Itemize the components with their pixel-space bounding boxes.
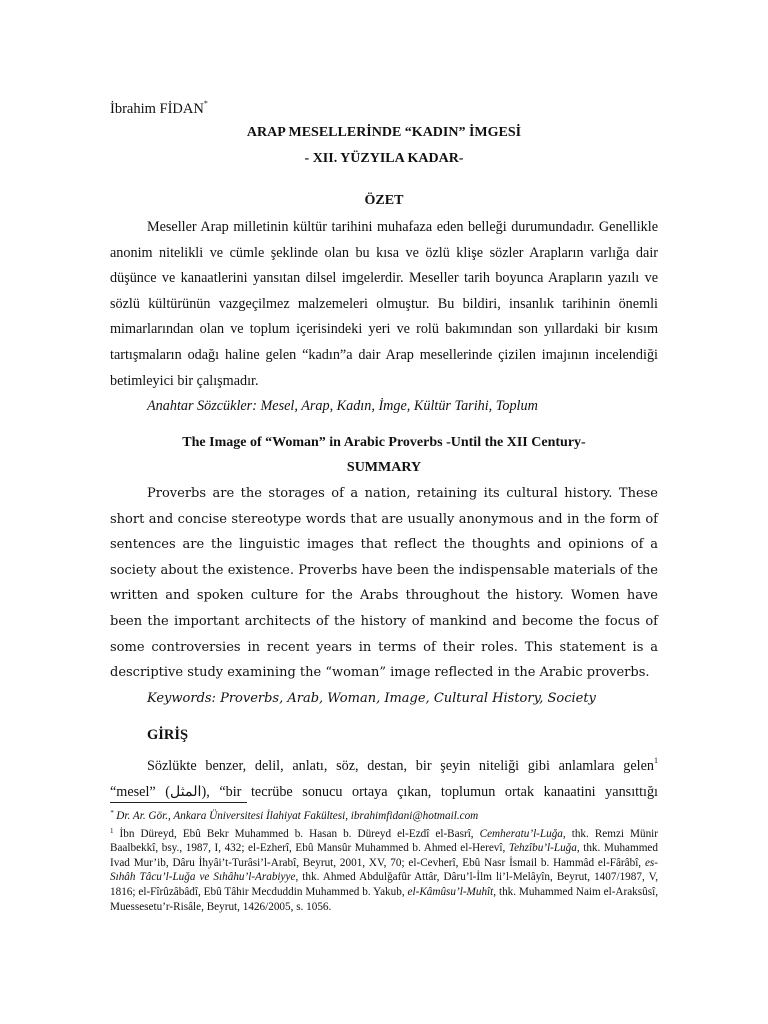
paper-title-tr: ARAP MESELLERİNDE “KADIN” İMGESİ xyxy=(246,125,522,140)
footnote-author-text: Dr. Ar. Gör., Ankara Üniversitesi İlahiyat Fakültesi, ibrahimfidani@hotmail.com xyxy=(116,810,479,822)
keywords-tr: Anahtar Sözcükler: Mesel, Arap, Kadın, İmge, Kültür Tarihi, Toplum xyxy=(147,398,538,415)
abstract-en-block xyxy=(110,481,658,711)
intro-line-2-start: “mesel” ( xyxy=(110,783,170,800)
author-line xyxy=(110,99,208,118)
fn1-title-kamus: el-Kâmûsu’l-Muhît xyxy=(407,885,494,898)
intro-line-1-text: Sözlükte benzer, delil, anlatı, söz, destan, bir şeyin niteliği gibi anlamlara gelen xyxy=(147,758,654,774)
author-footnote-mark: * xyxy=(203,99,208,108)
footnote-mark-1: 1 xyxy=(110,826,114,835)
section-heading-intro: GİRİŞ xyxy=(147,727,189,743)
footnote-separator xyxy=(110,802,247,803)
abstract-heading-tr: ÖZET xyxy=(364,193,404,208)
footnote-ref-1: 1 xyxy=(654,756,658,765)
abstract-tr-block xyxy=(110,215,658,420)
author-name: İbrahim FİDAN xyxy=(110,101,204,117)
summary-heading-en: SUMMARY xyxy=(346,460,422,475)
paper-subtitle-tr: - XII. YÜZYILA KADAR- xyxy=(304,151,464,166)
footnotes xyxy=(110,806,658,914)
fn1-part: İbn Düreyd, Ebû Bekr Muhammed b. Hasan b. Düreyd el-Ezdî el-Basrî, xyxy=(119,827,480,840)
fn1-part: , thk. Muhammed Naim el-Araksûsî, Muessesetu’r-Risâle, Beyrut, 1426/2005, s. 1056. xyxy=(110,885,658,913)
fn1-part: , thk. Muhammed Ivad Mur’ib, Dâru İhyâi’t-Turâsi’l-Arabî, Beyrut, 2001, XV, 70; el-Cevherî, Ebû Nasr İsmail b. Hammâd el-Fârâbî, xyxy=(110,842,658,869)
abstract-en: Proverbs are the storages of a nation, retaining its cultural history. These short and concise stereotype words that are usually anonymous and in the form of sentences are the linguistic images that reflect the thoughts and opinions of a society about the existence. Proverbs have been the indispensable materials of the written and spoken culture for the Arabs throughout the history. Women have been the important architects of the history of mankind and become the focus of some controversies in recent years in terms of their roles. This statement is a descriptive study examining the “woman” image reflected in the Arabic proverbs. xyxy=(110,486,658,681)
arabic-word-mesel: المثل xyxy=(170,783,202,800)
fn1-title-sihah: es-Sıhâh Tâcu’l-Luğa ve Sıhâhu’l-Arabiyye xyxy=(110,856,658,884)
intro-line-1 xyxy=(110,748,658,780)
keywords-en: Keywords: Proverbs, Arab, Woman, Image, Cultural History, Society xyxy=(147,690,596,706)
footnote-mark-star: * xyxy=(110,809,114,817)
paper-title-en: The Image of “Woman” in Arabic Proverbs -Until the XII Century- xyxy=(182,435,586,450)
abstract-tr: Meseller Arap milletinin kültür tarihini muhafaza eden belleği durumundadır. Genellikle anonim nitelikli ve cümle şeklinde olan bu kısa ve özlü klişe sözler Arapların varlığa dair düşünce ve kanaatlerini yansıtan dilsel imgelerdir. Meseller tarih boyunca Arapların yazılı ve sözlü kültürünün vazgeçilmez malzemeleri olmuştur. Bu bildiri, insanlık tarihinin önemli mimarlarından olan ve toplum içerisindeki yeri ve rolü bakımından son yıllardaki bir kısım tartışmaların odağı haline gelen “kadın”a dair Arap mesellerinde çizilen imajının incelendiği betimleyici bir çalışmadır. xyxy=(110,219,658,389)
footnote-1 xyxy=(110,824,658,915)
fn1-part: , thk. Ahmed Abdulğafûr Attâr, Dâru’l-İlm li’l-Melâyîn, Beyrut, 1407/1987, V, 1816; el-Fîrûzâbâdî, Ebû Tâhir Mecduddin Muhammed b. Yakub, xyxy=(110,871,658,898)
footnote-author xyxy=(110,806,658,824)
fn1-title-tehzib: Tehzîbu’l-Luğa xyxy=(508,842,577,855)
intro-line-2-end: ), “bir tecrübe sonucu ortaya çıkan, toplumun ortak kanaatini yansıttığı xyxy=(201,783,658,800)
fn1-part: , thk. Remzi Münir Baalbekkî, bsy., 1987, I, 432; el-Ezherî, Ebû Mansûr Muhammed b. Ahmed el-Herevî, xyxy=(110,827,659,855)
intro-text xyxy=(110,748,658,805)
fn1-title-cemhera: Cemheratu’l-Luğa xyxy=(479,827,563,840)
